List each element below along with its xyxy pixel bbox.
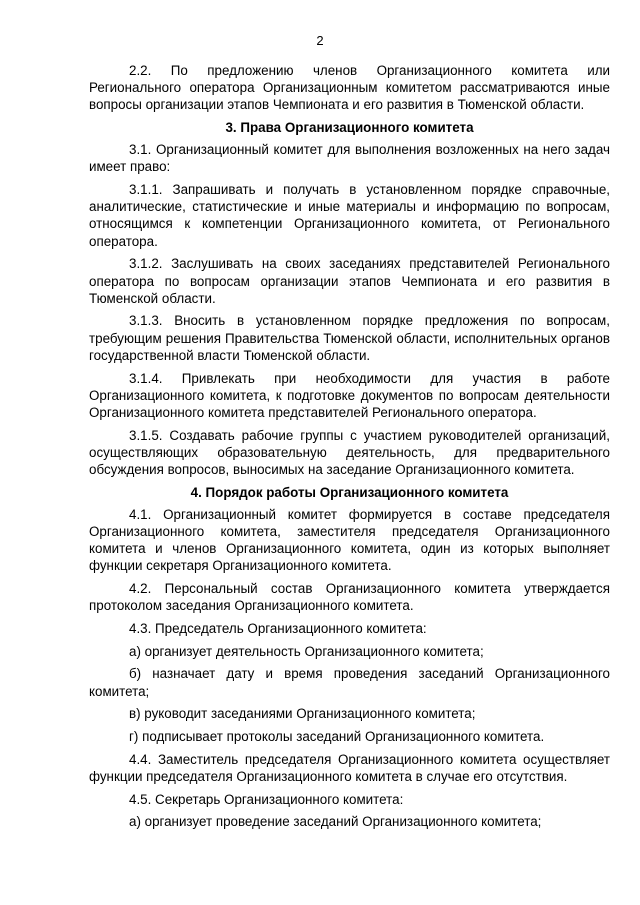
list-item-4-3-v: в) руководит заседаниями Организационного комитета; [129, 706, 476, 722]
paragraph-4-4: 4.4. Заместитель председателя Организационного комитета осуществляет функции председателя Организационного комитета в случае его отсутствия. [89, 751, 610, 784]
paragraph-4-1: 4.1. Организационный комитет формируется в составе председателя Организационного комитета, заместителя председателя Организационного комитета и членов Организационного комитета, один из которых выполняет функции секретаря Организационного комитета. [89, 506, 610, 574]
paragraph-4-3: 4.3. Председатель Организационного комитета: [129, 620, 427, 636]
section-heading-4: 4. Порядок работы Организационного комитета [190, 484, 509, 500]
list-item-4-3-b: б) назначает дату и время проведения заседаний Организационного комитета; [89, 666, 610, 699]
paragraph-3-1: 3.1. Организационный комитет для выполнения возложенных на него задач имеет право: [89, 142, 610, 175]
list-item-4-3-a: а) организует деятельность Организационного комитета; [129, 643, 484, 659]
paragraph-3-1-5: 3.1.5. Создавать рабочие группы с участием руководителей организаций, осуществляющих образовательную деятельность, для предварительного обсуждения вопросов, выносимых на заседание Организационного комитета. [89, 427, 610, 478]
paragraph-4-5: 4.5. Секретарь Организационного комитета: [129, 791, 404, 807]
section-heading-3: 3. Права Организационного комитета [225, 120, 474, 136]
paragraph-3-1-3: 3.1.3. Вносить в установленном порядке предложения по вопросам, требующим решения Правительства Тюменской области, исполнительных органов государственной власти Тюменской области. [89, 313, 610, 363]
paragraph-4-2: 4.2. Персональный состав Организационного комитета утверждается протоколом заседания Организационного комитета. [89, 581, 610, 614]
list-item-4-5-a: а) организует проведение заседаний Организационного комитета; [129, 814, 542, 830]
paragraph-2-2: 2.2. По предложению членов Организационного комитета или Регионального оператора Организационным комитетом рассматриваются иные вопросы организации этапов Чемпионата и его развития в Тюменской области. [89, 63, 610, 113]
paragraph-3-1-1: 3.1.1. Запрашивать и получать в установленном порядке справочные, аналитические, статистические и иные материалы и информацию по вопросам, относящимся к компетенции Организационного комитета, от Регионального оператора. [89, 182, 610, 249]
paragraph-3-1-2: 3.1.2. Заслушивать на своих заседаниях представителей Регионального оператора по вопросам организации этапов Чемпионата и его развития в Тюменской области. [89, 256, 610, 306]
list-item-4-3-g: г) подписывает протоколы заседаний Организационного комитета. [129, 729, 545, 744]
page-number: 2 [316, 33, 324, 48]
paragraph-3-1-4: 3.1.4. Привлекать при необходимости для участия в работе Организационного комитета, к подготовке документов по вопросам деятельности Организационного комитета представителей Регионального оператора. [89, 370, 610, 420]
document-body [89, 62, 610, 836]
